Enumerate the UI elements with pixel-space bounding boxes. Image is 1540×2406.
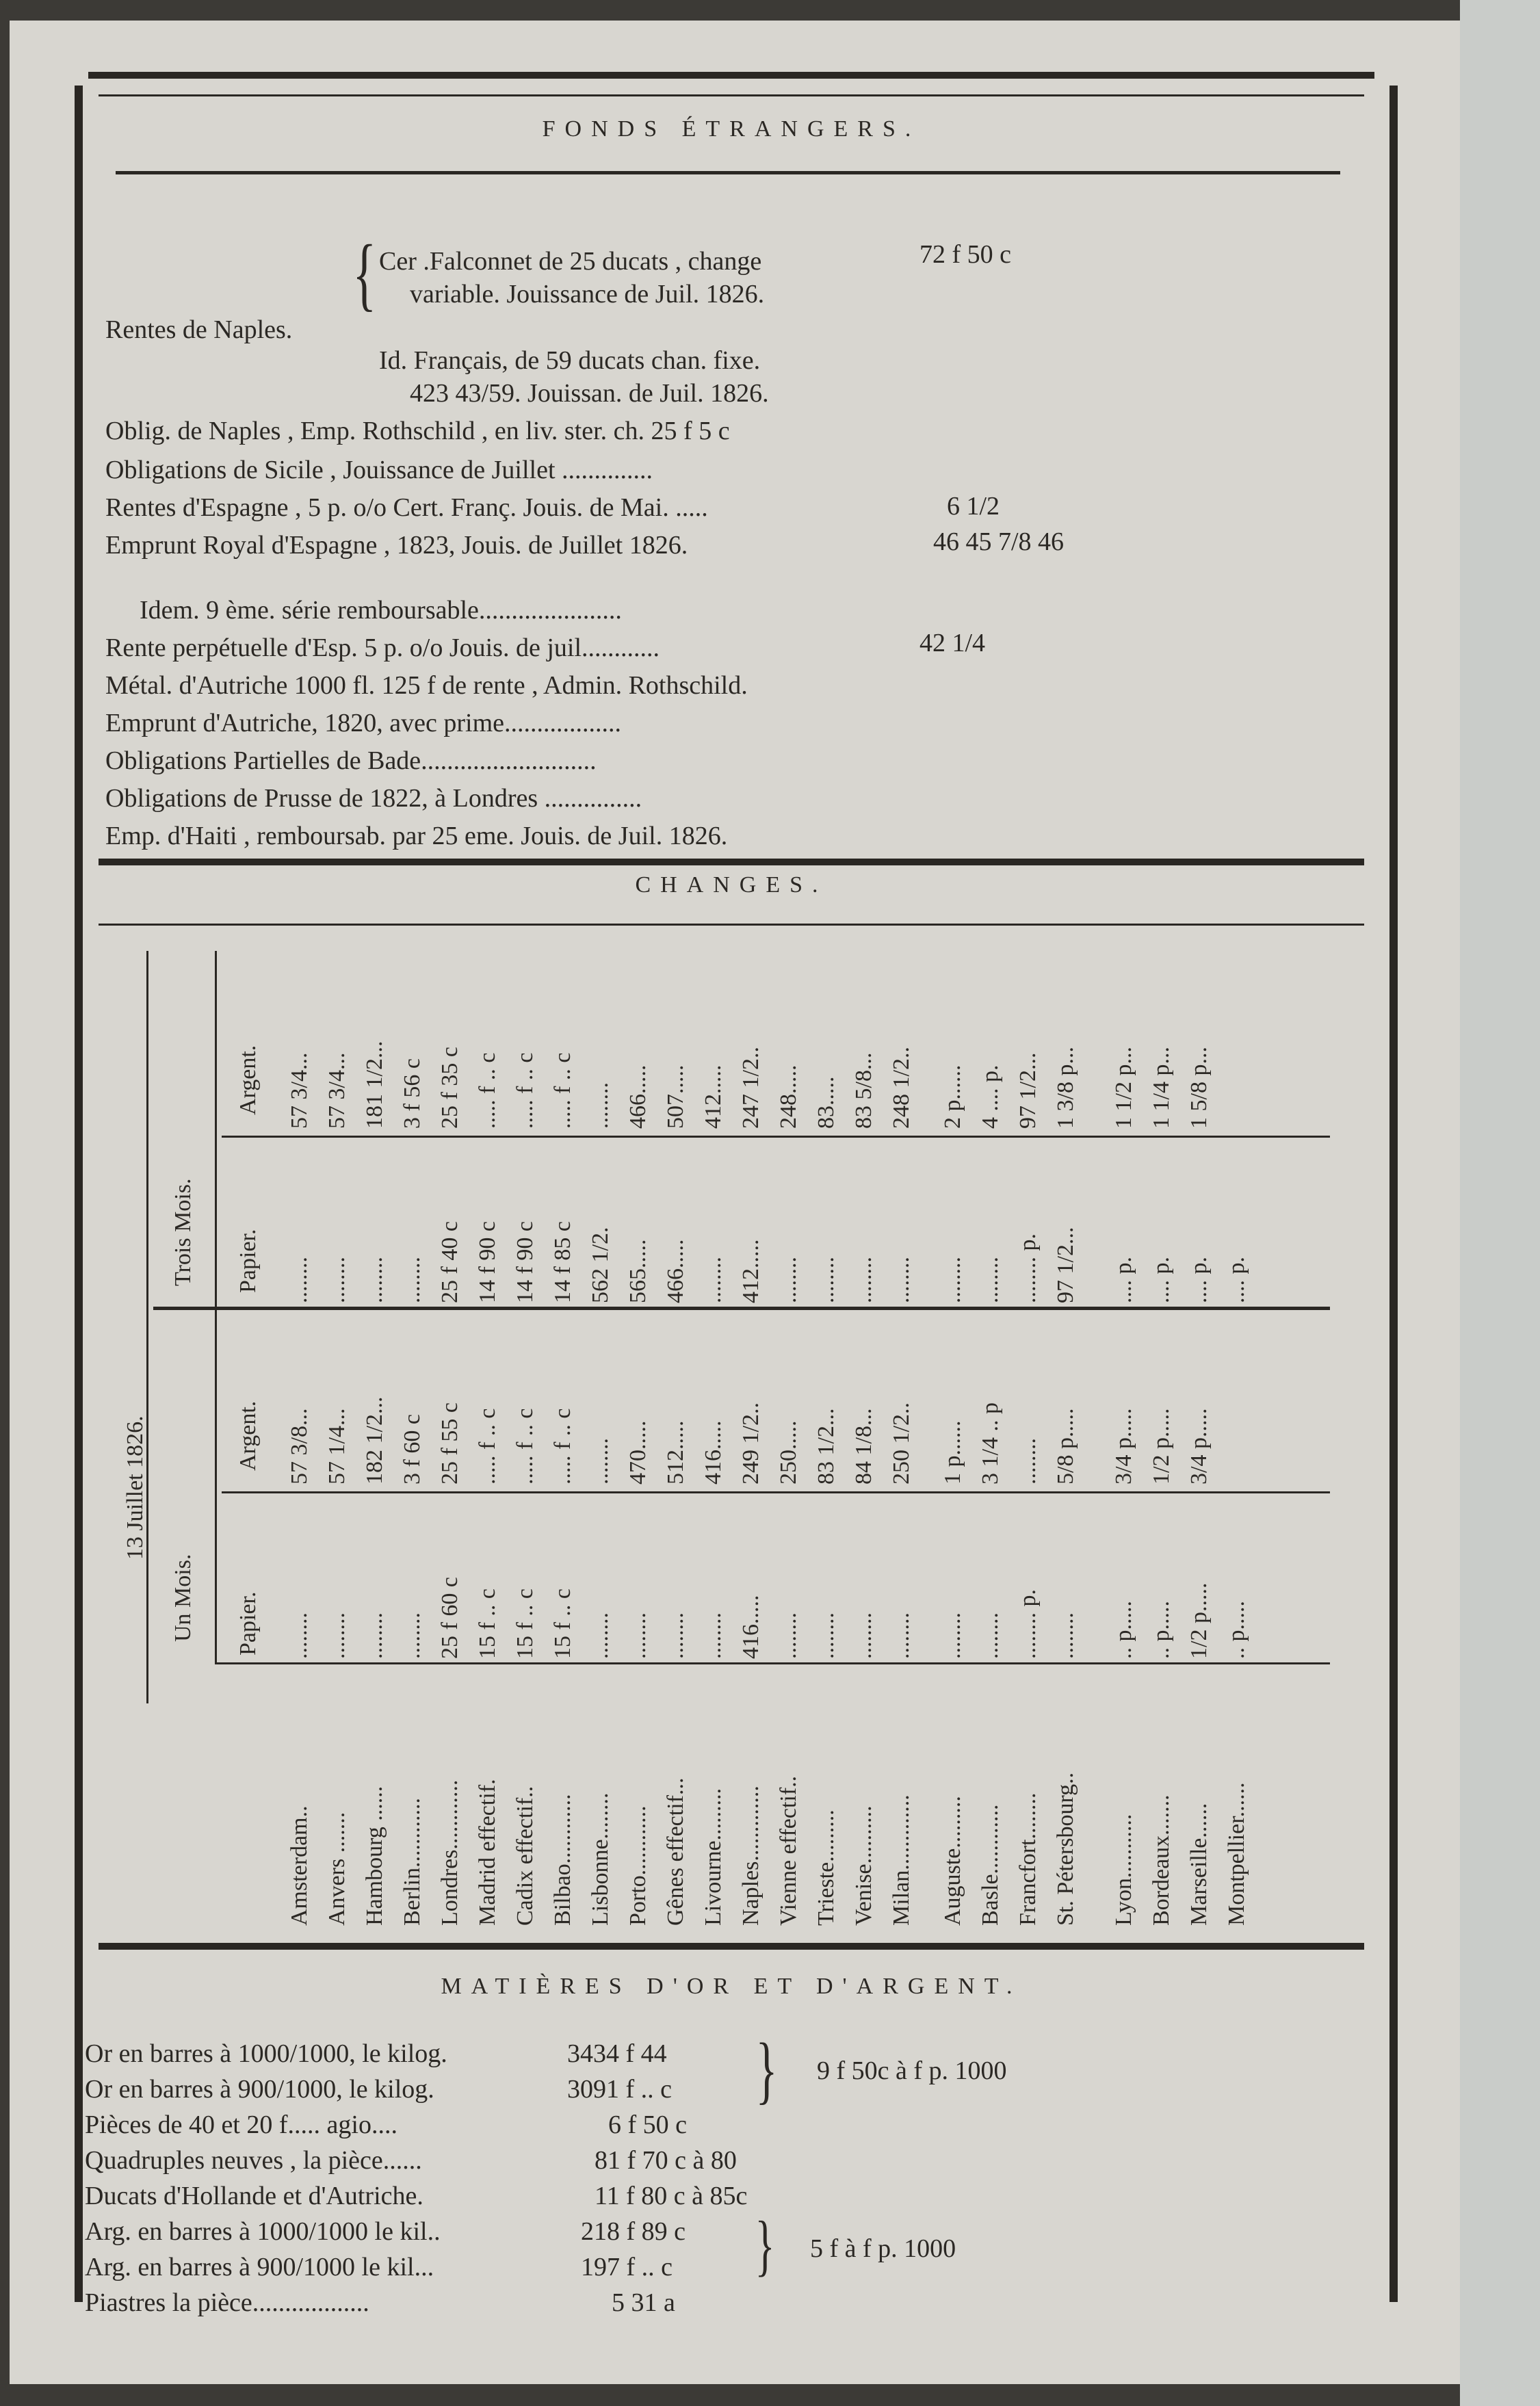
matiere-label-3: Pièces de 40 et 20 f..... agio....: [85, 2110, 397, 2139]
changes-date: 13 Juillet 1826.: [122, 1415, 148, 1560]
tm-papier-1: ........: [324, 1257, 350, 1303]
naples-line-3: Id. Français, de 59 ducats chan. fixe.: [379, 346, 761, 375]
matiere-label-4: Quadruples neuves , la pièce......: [85, 2146, 422, 2175]
matiere-value-6: 218 f 89 c: [581, 2217, 686, 2246]
um-papier-16: ........: [889, 1612, 914, 1659]
fonds-section: [105, 228, 1350, 862]
changes-tm-split-rule: [222, 1136, 1330, 1138]
um-papier-14: ........: [813, 1612, 839, 1659]
matiere-value-7: 197 f .. c: [581, 2253, 673, 2281]
place-5: Madrid effectif.: [475, 1779, 500, 1926]
um-argent-21: 3/4 p.....: [1111, 1408, 1136, 1485]
um-argent-20: 5/8 p.....: [1053, 1408, 1078, 1485]
um-papier-1: ........: [324, 1612, 350, 1659]
um-argent-15: 84 1/8...: [851, 1408, 876, 1485]
or-agio: 9 f 50c à f p. 1000: [817, 2056, 1007, 2085]
place-0: Amsterdam..: [287, 1805, 312, 1926]
um-argent-2: 182 1/2...: [362, 1396, 387, 1485]
tm-papier-0: ........: [287, 1257, 312, 1303]
um-argent-18: 3 1/4 .. p: [978, 1402, 1003, 1485]
top-rule: [88, 72, 1374, 79]
fonds-title: FONDS ÉTRANGERS.: [542, 116, 921, 142]
um-papier-8: ........: [588, 1612, 613, 1659]
header-tm-argent: Argent.: [235, 1045, 261, 1115]
um-argent-3: 3 f 60 c: [400, 1414, 425, 1485]
matiere-value-5: 11 f 80 c à 85c: [595, 2182, 748, 2210]
tm-argent-21: 1 1/2 p...: [1111, 1047, 1136, 1129]
tm-papier-5: 14 f 90 c: [475, 1221, 500, 1303]
changes-places-rule: [215, 1662, 1330, 1664]
tm-papier-4: 25 f 40 c: [437, 1221, 462, 1303]
um-argent-17: 1 p......: [940, 1420, 965, 1485]
matiere-label-7: Arg. en barres à 900/1000 le kil...: [85, 2253, 434, 2281]
tm-papier-3: ........: [400, 1257, 425, 1303]
changes-um-split-rule: [222, 1491, 1330, 1493]
fonds-line-9: Obligations Partielles de Bade...........................: [105, 746, 597, 775]
changes-left-rule: [146, 951, 148, 1703]
tm-argent-7: ..... f .. c: [550, 1052, 575, 1129]
header-trois-mois: Trois Mois.: [170, 1178, 196, 1286]
um-papier-24: .. p.....: [1224, 1601, 1249, 1659]
place-15: Venise..........: [851, 1805, 876, 1926]
matieres-top-rule: [99, 1943, 1364, 1950]
fonds-line-7: Métal. d'Autriche 1000 fl. 125 f de rente , Admin. Rothschild.: [105, 671, 748, 700]
tm-papier-10: 466.....: [663, 1239, 688, 1303]
tm-papier-20: 97 1/2...: [1053, 1227, 1078, 1303]
um-argent-6: ..... f .. c: [512, 1408, 538, 1485]
tm-argent-5: ..... f .. c: [475, 1052, 500, 1129]
place-13: Vienne effectif..: [776, 1775, 801, 1926]
place-4: Londres............: [437, 1779, 462, 1926]
matiere-label-1: Or en barres à 1000/1000, le kilog.: [85, 2039, 447, 2068]
um-papier-12: 416.....: [738, 1595, 764, 1659]
naples-line-4: 423 43/59. Jouissan. de Juil. 1826.: [410, 379, 769, 408]
tm-argent-23: 1 5/8 p...: [1186, 1047, 1212, 1129]
fonds-line-3: Rentes d'Espagne , 5 p. o/o Cert. Franç. Jouis. de Mai. .....: [105, 493, 708, 522]
tm-argent-4: 25 f 35 c: [437, 1047, 462, 1129]
emprunt-royal-value: 46 45 7/8 46: [933, 527, 1065, 556]
place-1: Anvers .......: [324, 1812, 350, 1926]
matiere-label-2: Or en barres à 900/1000, le kilog.: [85, 2075, 434, 2104]
um-argent-10: 512.....: [663, 1420, 688, 1485]
matieres-section: [85, 2028, 1385, 2326]
um-argent-8: ........: [588, 1438, 613, 1485]
um-argent-16: 250 1/2..: [889, 1402, 914, 1485]
tm-papier-13: ........: [776, 1257, 801, 1303]
um-papier-22: .. p.....: [1149, 1601, 1174, 1659]
tm-papier-23: .... p.: [1186, 1257, 1212, 1303]
changes-title: CHANGES.: [635, 872, 828, 898]
um-papier-17: ........: [940, 1612, 965, 1659]
naples-label: Rentes de Naples.: [105, 315, 293, 344]
um-papier-2: ........: [362, 1612, 387, 1659]
tm-papier-19: ........ p.: [1015, 1233, 1041, 1303]
place-16: Milan.............: [889, 1794, 914, 1926]
um-papier-5: 15 f .. c: [475, 1588, 500, 1659]
um-argent-19: ........: [1015, 1438, 1041, 1485]
place-24: Montpellier......: [1224, 1782, 1249, 1926]
tm-argent-14: 83.....: [813, 1076, 839, 1129]
place-3: Berlin............: [400, 1798, 425, 1926]
tm-argent-3: 3 f 56 c: [400, 1058, 425, 1129]
changes-top-rule: [99, 859, 1364, 865]
um-papier-7: 15 f .. c: [550, 1588, 575, 1659]
tm-papier-16: ........: [889, 1257, 914, 1303]
tm-papier-6: 14 f 90 c: [512, 1221, 538, 1303]
tm-argent-16: 248 1/2..: [889, 1047, 914, 1129]
tm-papier-9: 565.....: [625, 1239, 651, 1303]
tm-papier-15: ........: [851, 1257, 876, 1303]
place-12: Naples.............: [738, 1786, 764, 1926]
place-8: Lisbonne........: [588, 1792, 613, 1926]
fonds-title-rule: [116, 171, 1340, 174]
or-brace: }: [755, 2028, 778, 2111]
naples-line-2: variable. Jouissance de Juil. 1826.: [410, 280, 765, 309]
changes-title-rule: [99, 924, 1364, 926]
tm-papier-21: .... p.: [1111, 1257, 1136, 1303]
um-argent-22: 1/2 p.....: [1149, 1408, 1174, 1485]
rente-perpetuelle-value: 42 1/4: [919, 629, 986, 657]
um-argent-9: 470.....: [625, 1420, 651, 1485]
fonds-line-4: Emprunt Royal d'Espagne , 1823, Jouis. de Juillet 1826.: [105, 531, 688, 560]
naples-brace: {: [352, 228, 377, 319]
um-argent-13: 250.....: [776, 1420, 801, 1485]
um-papier-4: 25 f 60 c: [437, 1577, 462, 1659]
tm-argent-9: 466.....: [625, 1064, 651, 1129]
tm-argent-19: 97 1/2...: [1015, 1052, 1041, 1129]
header-um-argent: Argent.: [235, 1400, 261, 1471]
page: [10, 21, 1460, 2384]
header-um-papier: Papier.: [235, 1591, 261, 1656]
um-papier-23: 1/2 p.....: [1186, 1582, 1212, 1659]
place-14: Trieste.........: [813, 1809, 839, 1926]
matieres-title: MATIÈRES D'OR ET D'ARGENT.: [441, 1974, 1022, 1999]
fonds-line-8: Emprunt d'Autriche, 1820, avec prime..................: [105, 709, 622, 737]
matiere-value-1: 3434 f 44: [567, 2039, 667, 2068]
arg-brace: }: [755, 2207, 775, 2283]
um-papier-13: ........: [776, 1612, 801, 1659]
fonds-line-10: Obligations de Prusse de 1822, à Londres ...............: [105, 784, 642, 813]
tm-papier-24: .... p.: [1224, 1257, 1249, 1303]
um-papier-18: ........: [978, 1612, 1003, 1659]
place-11: Livourne.........: [701, 1788, 726, 1926]
place-19: Francfort........: [1015, 1792, 1041, 1926]
um-argent-11: 416.....: [701, 1420, 726, 1485]
tm-argent-11: 412.....: [701, 1064, 726, 1129]
place-22: Bordeaux.......: [1149, 1794, 1174, 1926]
um-papier-11: ........: [701, 1612, 726, 1659]
tm-argent-18: 4 .... p.: [978, 1064, 1003, 1129]
um-papier-10: ........: [663, 1612, 688, 1659]
tm-argent-20: 1 3/8 p...: [1053, 1047, 1078, 1129]
tm-argent-22: 1 1/4 p...: [1149, 1047, 1174, 1129]
um-papier-15: ........: [851, 1612, 876, 1659]
um-papier-6: 15 f .. c: [512, 1588, 538, 1659]
fonds-line-11: Emp. d'Haiti , remboursab. par 25 eme. Jouis. de Juil. 1826.: [105, 822, 728, 850]
tm-papier-17: ........: [940, 1257, 965, 1303]
rentes-espagne-value: 6 1/2: [947, 492, 1000, 521]
tm-argent-13: 248.....: [776, 1064, 801, 1129]
um-argent-4: 25 f 55 c: [437, 1402, 462, 1485]
place-10: Gênes effectif...: [663, 1777, 688, 1926]
adjacent-page-edge: [1460, 0, 1540, 2406]
fonds-line-2: Obligations de Sicile , Jouissance de Juillet ..............: [105, 456, 653, 484]
arg-agio: 5 f à f p. 1000: [810, 2234, 956, 2263]
top-rule-thin: [99, 94, 1364, 96]
header-tm-papier: Papier.: [235, 1229, 261, 1293]
place-6: Cadix effectif..: [512, 1786, 538, 1926]
changes-horizontal-rule: [153, 1307, 1330, 1310]
um-papier-0: ........: [287, 1612, 312, 1659]
um-argent-7: ..... f .. c: [550, 1408, 575, 1485]
matiere-value-3: 6 f 50 c: [608, 2110, 688, 2139]
fonds-line-5: Idem. 9 ème. série remboursable......................: [140, 596, 622, 625]
tm-argent-12: 247 1/2..: [738, 1047, 764, 1129]
tm-papier-11: ........: [701, 1257, 726, 1303]
tm-argent-8: ........: [588, 1082, 613, 1129]
tm-papier-12: 412.....: [738, 1239, 764, 1303]
place-2: Hambourg ......: [362, 1786, 387, 1926]
header-un-mois: Un Mois.: [170, 1554, 196, 1642]
tm-argent-15: 83 5/8...: [851, 1052, 876, 1129]
tm-papier-14: ........: [813, 1257, 839, 1303]
matiere-label-8: Piastres la pièce..................: [85, 2288, 369, 2317]
um-papier-21: .. p.....: [1111, 1601, 1136, 1659]
um-papier-20: ........: [1053, 1612, 1078, 1659]
place-9: Porto............: [625, 1805, 651, 1926]
matiere-value-4: 81 f 70 c à 80: [595, 2146, 737, 2175]
tm-argent-17: 2 p......: [940, 1064, 965, 1129]
tm-argent-2: 181 1/2...: [362, 1041, 387, 1129]
matiere-value-2: 3091 f .. c: [567, 2075, 673, 2104]
um-argent-1: 57 1/4...: [324, 1408, 350, 1485]
matiere-value-8: 5 31 a: [612, 2288, 675, 2317]
um-argent-5: ..... f .. c: [475, 1408, 500, 1485]
naples-value: 72 f 50 c: [919, 240, 1012, 269]
fonds-line-6: Rente perpétuelle d'Esp. 5 p. o/o Jouis. de juil............: [105, 633, 660, 662]
um-papier-3: ........: [400, 1612, 425, 1659]
um-argent-12: 249 1/2..: [738, 1402, 764, 1485]
tm-argent-0: 57 3/4...: [287, 1052, 312, 1129]
matiere-label-6: Arg. en barres à 1000/1000 le kil..: [85, 2217, 441, 2246]
um-argent-0: 57 3/8...: [287, 1408, 312, 1485]
place-7: Bilbao............: [550, 1794, 575, 1926]
place-21: Lyon...........: [1111, 1814, 1136, 1926]
tm-papier-7: 14 f 85 c: [550, 1221, 575, 1303]
tm-argent-10: 507.....: [663, 1064, 688, 1129]
matiere-label-5: Ducats d'Hollande et d'Autriche.: [85, 2182, 423, 2210]
um-papier-19: ........ p.: [1015, 1589, 1041, 1659]
fonds-line-1: Oblig. de Naples , Emp. Rothschild , en liv. ster. ch. 25 f 5 c: [105, 417, 730, 445]
um-papier-9: ........: [625, 1612, 651, 1659]
tm-papier-2: ........: [362, 1257, 387, 1303]
um-argent-23: 3/4 p.....: [1186, 1408, 1212, 1485]
tm-papier-8: 562 1/2.: [588, 1227, 613, 1303]
tm-papier-18: ........: [978, 1257, 1003, 1303]
place-20: St. Pétersbourg..: [1053, 1772, 1078, 1926]
um-argent-14: 83 1/2...: [813, 1408, 839, 1485]
place-23: Marseille......: [1186, 1803, 1212, 1926]
place-18: Basle............: [978, 1804, 1003, 1926]
tm-argent-1: 57 3/4...: [324, 1052, 350, 1129]
naples-line-1: Cer .Falconnet de 25 ducats , change: [379, 247, 762, 276]
tm-argent-6: ..... f .. c: [512, 1052, 538, 1129]
tm-papier-22: .... p.: [1149, 1257, 1174, 1303]
place-17: Auguste.........: [940, 1796, 965, 1926]
